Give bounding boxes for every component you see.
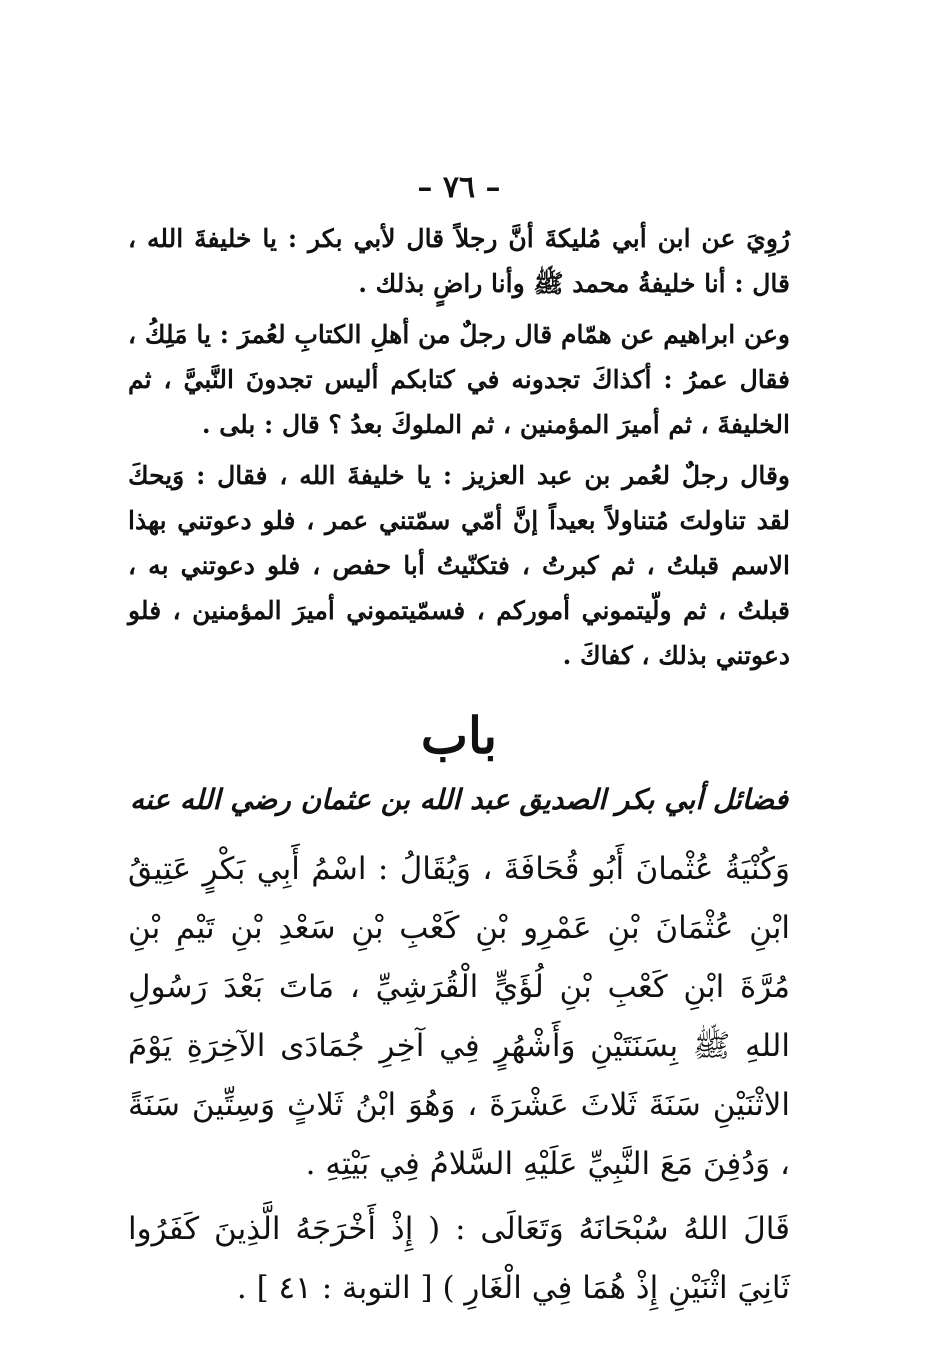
main-section [128, 840, 790, 1318]
page-number: – ٧٦ – [417, 170, 501, 205]
top-section [128, 216, 790, 678]
paragraph: رُوِيَ عن ابن أبي مُليكةَ أنَّ رجلاً قال لأبي بكر : يا خليفةَ الله ، قال : أنا خليفةُ محمد ﷺ وأنا راضٍ بذلك . [128, 224, 790, 298]
paragraph: وعن ابراهيم عن همّام قال رجلٌ من أهلِ الكتابِ لعُمرَ : يا مَلِكُ ، فقال عمرُ : أكذاكَ تجدونه في كتابكم أليس تجدونَ النَّبيَّ ، ثم الخليفةَ ، ثم أميرَ المؤمنين ، ثم الملوكَ بعدُ ؟ قال : بلى . [128, 320, 790, 439]
chapter-subtitle: فضائل أبي بكر الصديق عبد الله بن عثمان رضي الله عنه [129, 783, 789, 816]
chapter-title: باب [420, 706, 498, 765]
paragraph: وقال رجلٌ لعُمر بن عبد العزيز : يا خليفةَ الله ، فقال : وَيحكَ لقد تناولتَ مُتناولاً بعيداً إنَّ أمّي سمّتني عمر ، فلو دعوتني بهذا الاسم قبلتُ ، ثم كبرتُ ، فتكنّيتُ أبا حفص ، فلو دعوتني به ، قبلتُ ، ثم ولّيتموني أموركم ، فسمّيتموني أميرَ المؤمنين ، فلو دعوتني بذلك ، كفاكَ . [128, 461, 790, 670]
paragraph: وَكُنْيَةُ عُثْمانَ أَبُو قُحَافَةَ ، وَيُقَالُ : اسْمُ أَبِي بَكْرٍ عَتِيقُ ابْنِ عُثْمَانَ بْنِ عَمْرِو بْنِ كَعْبِ بْنِ سَعْدِ بْنِ تَيْمِ بْنِ مُرَّةَ ابْنِ كَعْبِ بْنِ لُؤَيٍّ الْقُرَشِيِّ ، مَاتَ بَعْدَ رَسُولِ اللهِ ﷺ بِسَنَتَيْنِ وَأَشْهُرٍ فِي آخِرِ جُمَادَى الآخِرَةِ يَوْمَ الاثْنَيْنِ سَنَةَ ثَلاثَ عَشْرَةَ ، وَهُوَ ابْنُ ثَلاثٍ وَسِتِّينَ سَنَةً ، وَدُفِنَ مَعَ النَّبِيِّ عَلَيْهِ السَّلامُ فِي بَيْتِهِ . [128, 851, 790, 1182]
paragraph: قَالَ اللهُ سُبْحَانَهُ وَتَعَالَى : ( إِذْ أَخْرَجَهُ الَّذِينَ كَفَرُوا ثَانِيَ اثْنَيْنِ إِذْ هُمَا فِي الْغَارِ ) [ التوبة : ٤١ ] . [128, 1211, 790, 1306]
